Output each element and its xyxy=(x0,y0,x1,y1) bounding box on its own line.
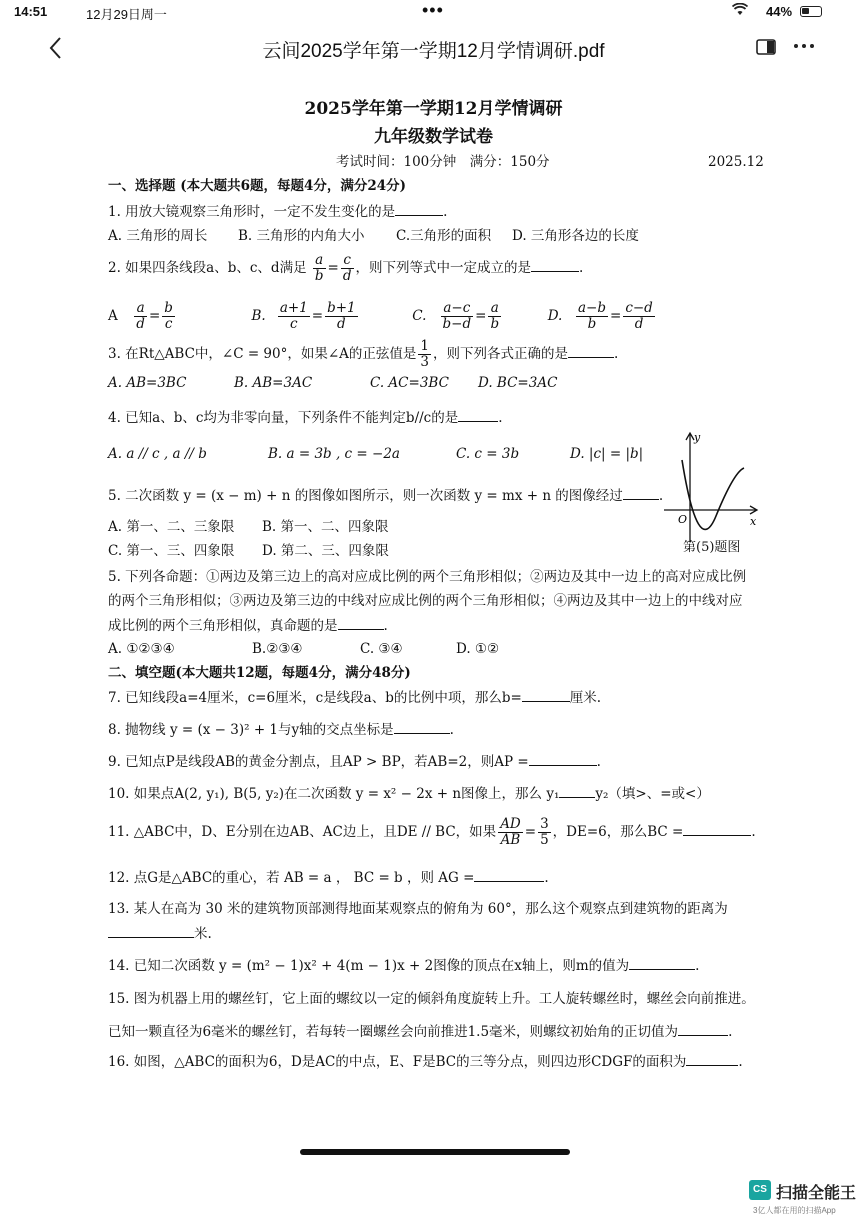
answer-blank xyxy=(108,924,194,938)
q1-option-c: C.三角形的面积 xyxy=(396,228,492,244)
q4-option-c: C. c = 3b xyxy=(456,446,520,462)
question-8: 8. 抛物线 y = (x − 3)² + 1与y轴的交点坐标是 . xyxy=(108,722,454,738)
q3-option-a: A. AB=3BC xyxy=(108,375,187,391)
question-2-text: 2. 如果四条线段a、b、c、d满足 xyxy=(108,260,307,276)
sidebar-icon[interactable] xyxy=(756,38,776,61)
document-title: 云间2025学年第一学期12月学情调研.pdf xyxy=(262,41,605,62)
question-1-text: 1. 用放大镜观察三角形时，一定不发生变化的是 xyxy=(108,204,396,220)
answer-blank xyxy=(568,344,614,358)
question-11-text-b: ，DE=6，那么BC = xyxy=(552,824,684,840)
question-4-text: 4. 已知a、b、c均为非零向量，下列条件不能判定b//c的是 xyxy=(108,410,459,426)
fraction: $\frac{1}{3}$ xyxy=(420,338,430,370)
q5-option-c: C. 第一、三、四象限 xyxy=(108,543,235,559)
multitask-dots-icon[interactable]: ••• xyxy=(422,0,444,20)
question-7-text: 7. 已知线段a=4厘米，c=6厘米，c是线段a、b的比例中项，那么b= xyxy=(108,690,522,706)
battery-icon xyxy=(800,6,822,17)
question-3-text: 3. 在Rt△ABC中，∠C = 90°，如果∠A的正弦值是 xyxy=(108,346,417,362)
question-15-line-1: 15. 图为机器上用的螺丝钉，它上面的螺纹以一定的倾斜角度旋转上升。工人旋转螺丝时，螺丝会向前推进。 xyxy=(108,991,755,1007)
answer-blank xyxy=(458,408,498,422)
answer-blank xyxy=(394,720,450,734)
fraction: $\frac{AD}{AB}$ xyxy=(500,816,521,848)
q4-option-d: D. |c| = |b| xyxy=(570,446,644,462)
wifi-icon xyxy=(732,3,748,19)
answer-blank xyxy=(686,1052,738,1066)
answer-blank xyxy=(531,258,579,272)
question-6-line-1: 5. 下列各命题：①两边及第三边上的高对应成比例的两个三角形相似；②两边及其中一边上的高对应成比例 xyxy=(108,569,747,585)
question-5: 5. 二次函数 y = (x − m) + n 的图像如图所示，则一次函数 y = mx + n 的图像经过 . xyxy=(108,488,664,504)
question-11: 11. △ABC中，D、E分别在边AB、AC边上，且DE // BC，如果 $\frac{AD}{AB}$ = $\frac{3}{5}$ ，DE=6，那么BC = . xyxy=(108,816,756,848)
answer-blank xyxy=(338,616,384,630)
question-16: 16. 如图，△ABC的面积为6，D是AC的中点，E、F是BC的三等分点，则四边形CDGF的面积为 . xyxy=(108,1054,743,1070)
question-8-text: 8. 抛物线 y = (x − 3)² + 1与y轴的交点坐标是 xyxy=(108,722,394,738)
q6-option-b: B.②③④ xyxy=(252,641,303,657)
question-14: 14. 已知二次函数 y = (m² − 1)x² + 4(m − 1)x + 2图像的顶点在x轴上，则m的值为 . xyxy=(108,958,700,974)
question-3: 3. 在Rt△ABC中，∠C = 90°，如果∠A的正弦值是 $\frac{1}{3}$ ，则下列各式正确的是 . xyxy=(108,338,619,370)
question-6-line-2: 的两个三角形相似；③两边及第三边的中线对应成比例的两个三角形相似；④两边及其中一边上的中线对应 xyxy=(108,593,743,609)
fraction: $\frac{3}{5}$ xyxy=(540,816,549,848)
question-6-text: 成比例的两个三角形相似，真命题的是 xyxy=(108,618,338,634)
pdf-page[interactable] xyxy=(0,72,867,1172)
question-10-text-b: y₂（填>、=或<） xyxy=(595,786,710,802)
figure-caption: 第(5)题图 xyxy=(683,540,741,555)
watermark-name: 扫描全能王 xyxy=(776,1185,857,1202)
answer-blank xyxy=(529,752,597,766)
question-11-text: 11. △ABC中，D、E分别在边AB、AC边上，且DE // BC，如果 xyxy=(108,824,497,840)
answer-blank xyxy=(474,868,544,882)
scanner-watermark xyxy=(749,1180,861,1220)
q1-option-a: A. 三角形的周长 xyxy=(108,228,208,244)
question-15-line-2: 已知一颗直径为6毫米的螺丝钉，若每转一圈螺丝会向前推进1.5毫米，则螺纹初始角的正切值为 . xyxy=(108,1024,733,1040)
camscanner-logo-icon: CS xyxy=(749,1180,771,1200)
question-3-text-b: ，则下列各式正确的是 xyxy=(433,346,569,362)
status-bar xyxy=(0,0,867,24)
q4-option-b: B. a = 3b , c = −2a xyxy=(268,446,400,462)
q1-option-d: D. 三角形各边的长度 xyxy=(512,228,639,244)
x-axis-label: x xyxy=(750,515,757,528)
question-9: 9. 已知点P是线段AB的黄金分割点，且AP > BP，若AB=2，则AP = . xyxy=(108,754,601,770)
fraction: $\frac{a}{b}$ xyxy=(314,252,324,284)
q2-option-a-letter: A xyxy=(108,308,118,324)
question-2: 2. 如果四条线段a、b、c、d满足 $\frac{a}{b}$ = $\frac{c}{d}$ ，则下列等式中一定成立的是 . xyxy=(108,252,584,284)
answer-blank xyxy=(559,784,595,798)
q2-options: A $\frac{a}{d}$ = $\frac{b}{c}$ B. $\frac{a+1}{c}$ = $\frac{b+1}{d}$ C. $\frac{a-c}{b-d}$ = $\frac{a}{b}$ D. $\frac{a-b}{b}$ = $\frac{c-d}{d}$ xyxy=(108,300,653,332)
q5-option-d: D. 第二、三、四象限 xyxy=(262,543,389,559)
question-4: 4. 已知a、b、c均为非零向量，下列条件不能判定b//c的是 . xyxy=(108,410,503,426)
question-13-unit: 米. xyxy=(194,926,212,942)
watermark-tagline: 3亿人都在用的扫描App xyxy=(753,1206,836,1215)
q4-option-a: A. a // c , a // b xyxy=(108,446,207,462)
question-16-text: 16. 如图，△ABC的面积为6，D是AC的中点，E、F是BC的三等分点，则四边形CDGF的面积为 xyxy=(108,1054,687,1070)
exam-time-info: 考试时间：100分钟 满分：150分 xyxy=(336,154,550,170)
q5-option-a: A. 第一、二、三象限 xyxy=(108,519,235,535)
question-2-text-b: ，则下列等式中一定成立的是 xyxy=(355,260,531,276)
q5-option-b: B. 第一、二、四象限 xyxy=(262,519,389,535)
question-1: 1. 用放大镜观察三角形时，一定不发生变化的是 . xyxy=(108,204,448,220)
question-12-text: 12. 点G是△ABC的重心，若 AB = a ， BC = b ，则 AG = xyxy=(108,870,475,886)
status-time: 14:51 xyxy=(14,4,48,19)
q1-option-b: B. 三角形的内角大小 xyxy=(238,228,365,244)
question-7 xyxy=(108,688,601,707)
section-2-heading: 二、填空题(本大题共12题，每题4分，满分48分) xyxy=(108,665,411,681)
question-10-text: 10. 如果点A(2, y₁), B(5, y₂)在二次函数 y = x² − 2x + n图像上，那么 y₁ xyxy=(108,786,560,802)
q3-option-c: C. AC=3BC xyxy=(370,375,449,391)
question-9-text: 9. 已知点P是线段AB的黄金分割点，且AP > BP，若AB=2，则AP = xyxy=(108,754,529,770)
fraction: $\frac{c}{d}$ xyxy=(342,252,352,284)
q3-option-d: D. BC=3AC xyxy=(478,375,558,391)
exam-subtitle: 九年级数学试卷 xyxy=(374,127,493,147)
answer-blank xyxy=(683,822,751,836)
section-1-heading: 一、选择题 (本大题共6题，每题4分，满分24分) xyxy=(108,178,407,194)
ellipsis-icon[interactable] xyxy=(792,36,816,62)
exam-title: 2025学年第一学期12月学情调研 xyxy=(304,99,563,119)
question-13-line-2 xyxy=(108,924,212,943)
answer-blank xyxy=(629,956,695,970)
q6-option-d: D. ①② xyxy=(456,641,500,657)
question-5-text: 5. 二次函数 y = (x − m) + n 的图像如图所示，则一次函数 y = mx + n 的图像经过 xyxy=(108,488,623,504)
question-7-unit: 厘米. xyxy=(569,690,602,706)
question-15-text: 已知一颗直径为6毫米的螺丝钉，若每转一圈螺丝会向前推进1.5毫米，则螺纹初始角的正切值为 xyxy=(108,1024,679,1040)
y-axis-label: y xyxy=(694,431,701,444)
q6-option-c: C. ③④ xyxy=(360,641,403,657)
question-6-line-3: 成比例的两个三角形相似，真命题的是 . xyxy=(108,618,388,634)
question-14-text: 14. 已知二次函数 y = (m² − 1)x² + 4(m − 1)x + 2图像的顶点在x轴上，则m的值为 xyxy=(108,958,630,974)
parabola-curve xyxy=(682,460,744,529)
q3-option-b: B. AB=3AC xyxy=(234,375,313,391)
answer-blank xyxy=(522,688,570,702)
navigation-bar xyxy=(0,26,867,72)
status-date: 12月29日周一 xyxy=(86,7,167,22)
question-13-line-1: 13. 某人在高为 30 米的建筑物顶部测得地面某观察点的俯角为 60°，那么这个观察点到建筑物的距离为 xyxy=(108,901,728,917)
home-indicator[interactable] xyxy=(300,1149,570,1155)
origin-label: O xyxy=(678,513,688,526)
question-12: 12. 点G是△ABC的重心，若 AB = a ， BC = b ，则 AG = . xyxy=(108,870,549,886)
parabola-figure xyxy=(650,430,762,548)
question-10 xyxy=(108,784,710,803)
q6-option-a: A. ①②③④ xyxy=(108,641,175,657)
exam-date: 2025.12 xyxy=(708,154,764,170)
answer-blank xyxy=(678,1022,728,1036)
answer-blank xyxy=(395,202,443,216)
battery-percent: 44% xyxy=(766,4,793,19)
